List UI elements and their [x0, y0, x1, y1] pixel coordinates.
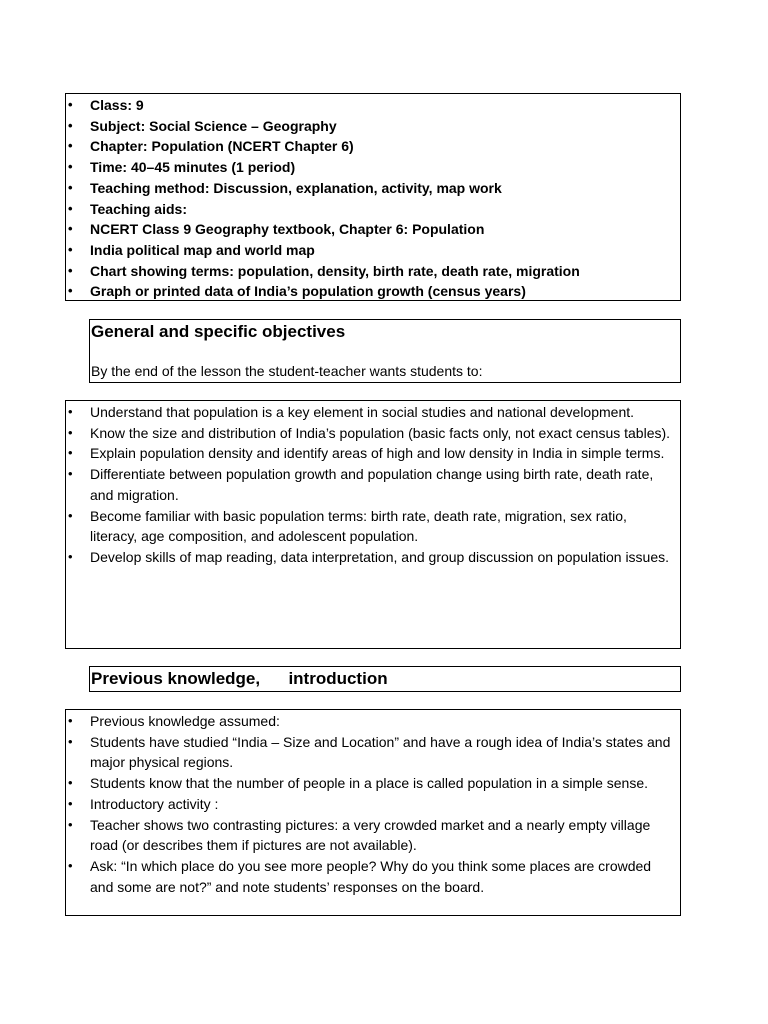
- list-item: • Teacher shows two contrasting pictures: a very crowded market and a nearly empty village road (or describes them if pictures are not available).: [66, 815, 676, 856]
- list-item: • Previous knowledge assumed:: [66, 711, 676, 732]
- list-item: • Subject: Social Science – Geography: [66, 116, 676, 137]
- list-item: • Explain population density and identify areas of high and low density in India in simple terms.: [66, 443, 676, 464]
- list-item: • Students know that the number of people in a place is called population in a simple sense.: [66, 773, 676, 794]
- objectives-list: [66, 402, 676, 568]
- objectives-heading-box: [89, 319, 681, 383]
- objectives-intro: By the end of the lesson the student-teacher wants students to:: [91, 363, 483, 379]
- previous-list-box: [65, 709, 681, 916]
- objectives-list-box: [65, 400, 681, 649]
- previous-heading-box: [89, 666, 681, 692]
- list-item: • Students have studied “India – Size and Location” and have a rough idea of India’s states and major physical regions.: [66, 732, 676, 773]
- lesson-info-list: [66, 95, 676, 302]
- lesson-info-box: [65, 93, 681, 301]
- list-item: • Introductory activity :: [66, 794, 676, 815]
- list-item: • Ask: “In which place do you see more people? Why do you think some places are crowded and some are not?” and note students’ responses on the board.: [66, 856, 676, 897]
- list-item: • Teaching aids:: [66, 199, 676, 220]
- objectives-heading: General and specific objectives: [91, 322, 346, 341]
- list-item: • Graph or printed data of India’s population growth (census years): [66, 281, 676, 302]
- list-item: • Develop skills of map reading, data interpretation, and group discussion on population issues.: [66, 547, 676, 568]
- list-item: • Differentiate between population growth and population change using birth rate, death rate, and migration.: [66, 464, 676, 505]
- list-item: • Time: 40–45 minutes (1 period): [66, 157, 676, 178]
- list-item: • Understand that population is a key element in social studies and national development.: [66, 402, 676, 423]
- list-item: • India political map and world map: [66, 240, 676, 261]
- previous-list: [66, 711, 676, 897]
- list-item: • Become familiar with basic population terms: birth rate, death rate, migration, sex ratio, literacy, age composition, and adolescent population.: [66, 506, 676, 547]
- list-item: • Chapter: Population (NCERT Chapter 6): [66, 136, 676, 157]
- list-item: • NCERT Class 9 Geography textbook, Chapter 6: Population: [66, 219, 676, 240]
- list-item: • Know the size and distribution of India’s population (basic facts only, not exact census tables).: [66, 423, 676, 444]
- list-item: • Class: 9: [66, 95, 676, 116]
- list-item: • Chart showing terms: population, density, birth rate, death rate, migration: [66, 261, 676, 282]
- list-item: • Teaching method: Discussion, explanation, activity, map work: [66, 178, 676, 199]
- previous-heading: Previous knowledge, introduction: [91, 669, 388, 688]
